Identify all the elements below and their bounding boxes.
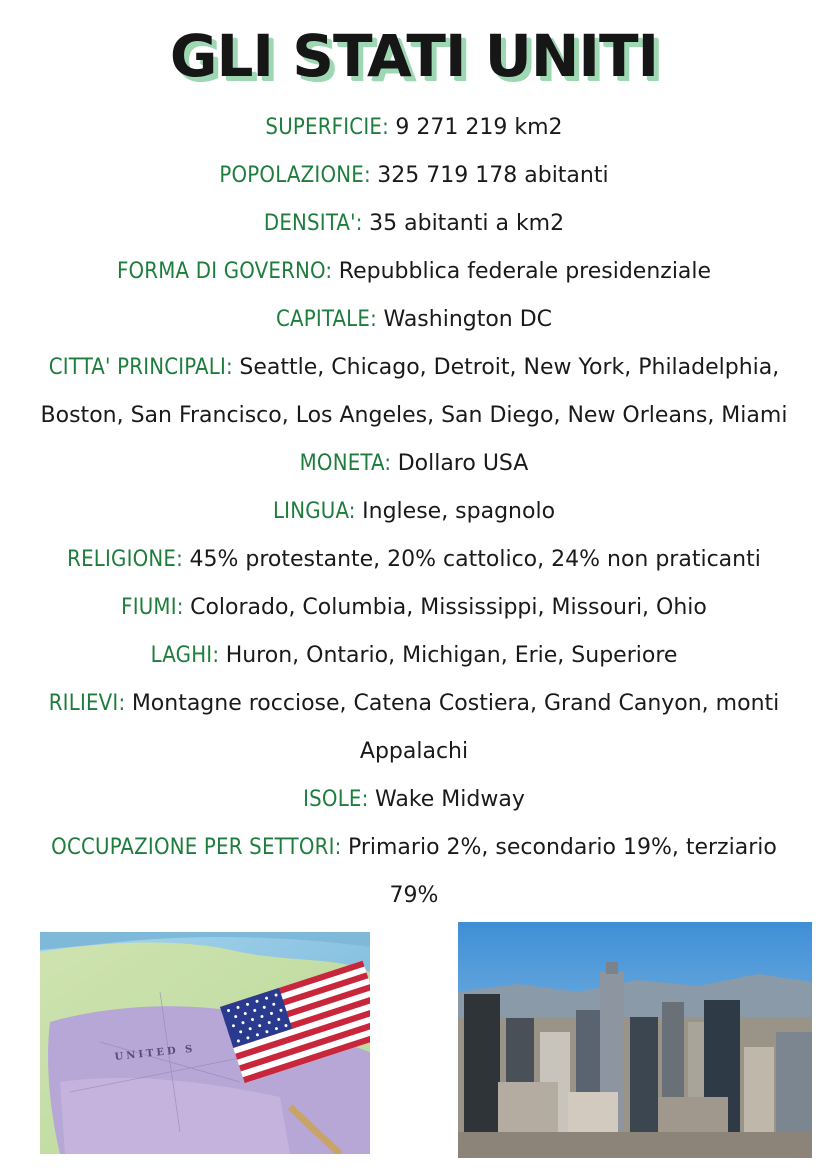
fact-label: LAGHI <box>150 643 213 668</box>
fact-label: ISOLE <box>303 787 362 812</box>
fact-lingua: LINGUA: Inglese, spagnolo <box>272 499 556 524</box>
fact-rilievi: RILIEVI: Montagne rocciose, Catena Costiera, Grand Canyon, monti Appalachi <box>48 691 780 764</box>
page-title: GLI STATI UNITI <box>169 22 659 90</box>
fact-value: Dollaro USA <box>397 451 529 476</box>
fact-forma-di-governo: FORMA DI GOVERNO: Repubblica federale presidenziale <box>116 259 712 284</box>
fact-fiumi: FIUMI: Colorado, Columbia, Mississippi, Missouri, Ohio <box>121 595 707 620</box>
fact-label: MONETA <box>299 451 385 476</box>
fact-laghi: LAGHI: Huron, Ontario, Michigan, Erie, Superiore <box>150 643 678 668</box>
fact-value: Wake Midway <box>375 787 525 812</box>
fact-popolazione: POPOLAZIONE: 325 719 178 abitanti <box>219 163 609 188</box>
fact-value: 45% protestante, 20% cattolico, 24% non praticanti <box>189 547 761 572</box>
fact-occupazione: OCCUPAZIONE PER SETTORI: Primario 2%, secondario 19%, terziario <box>51 835 777 860</box>
fact-value: Inglese, spagnolo <box>362 499 556 524</box>
fact-value: Colorado, Columbia, Mississippi, Missouri, Ohio <box>190 595 707 620</box>
fact-occupazione-cont <box>14 872 814 920</box>
fact-value: 35 abitanti a km2 <box>369 211 565 236</box>
fact-value: Huron, Ontario, Michigan, Erie, Superiore <box>225 643 678 668</box>
map-with-flag-photo <box>40 932 370 1154</box>
fact-label: LINGUA <box>272 499 349 524</box>
fact-label: CAPITALE <box>275 307 371 332</box>
fact-isole: ISOLE: Wake Midway <box>303 787 525 812</box>
fact-citta-principali: CITTA' PRINCIPALI: Seattle, Chicago, Detroit, New York, Philadelphia, Boston, San Francisco, Los Angeles, San Diego, New Orleans, Miami <box>40 355 788 428</box>
fact-label: RELIGIONE <box>67 547 177 572</box>
fact-label: FIUMI <box>121 595 177 620</box>
fact-densita: DENSITA': 35 abitanti a km2 <box>263 211 565 236</box>
fact-value: 9 271 219 km2 <box>395 115 563 140</box>
facts-list <box>14 104 814 920</box>
fact-religione: RELIGIONE: 45% protestante, 20% cattolico, 24% non praticanti <box>67 547 761 572</box>
fact-value: Seattle, Chicago, Detroit, New York, Philadelphia, Boston, San Francisco, Los Angeles, San Diego, New Orleans, Miami <box>40 355 788 428</box>
fact-label: SUPERFICIE <box>265 115 383 140</box>
fact-superficie: SUPERFICIE: 9 271 219 km2 <box>265 115 563 140</box>
fact-label: POPOLAZIONE <box>219 163 364 188</box>
fact-value: 325 719 178 abitanti <box>377 163 609 188</box>
fact-moneta: MONETA: Dollaro USA <box>299 451 529 476</box>
fact-label: DENSITA' <box>263 211 356 236</box>
fact-capitale: CAPITALE: Washington DC <box>275 307 553 332</box>
fact-label: CITTA' PRINCIPALI <box>48 355 227 380</box>
fact-value: Washington DC <box>383 307 553 332</box>
fact-label: FORMA DI GOVERNO <box>116 259 326 284</box>
fact-label: OCCUPAZIONE PER SETTORI <box>51 835 335 860</box>
fact-value: Repubblica federale presidenziale <box>338 259 712 284</box>
fact-value-continued: 79% <box>389 883 439 908</box>
fact-label: RILIEVI <box>48 691 119 716</box>
city-skyline-photo <box>458 922 812 1158</box>
fact-value: Primario 2%, secondario 19%, terziario <box>347 835 777 860</box>
map-printed-text: UNITED S <box>114 1043 196 1063</box>
fact-value: Montagne rocciose, Catena Costiera, Grand Canyon, monti Appalachi <box>131 691 780 764</box>
